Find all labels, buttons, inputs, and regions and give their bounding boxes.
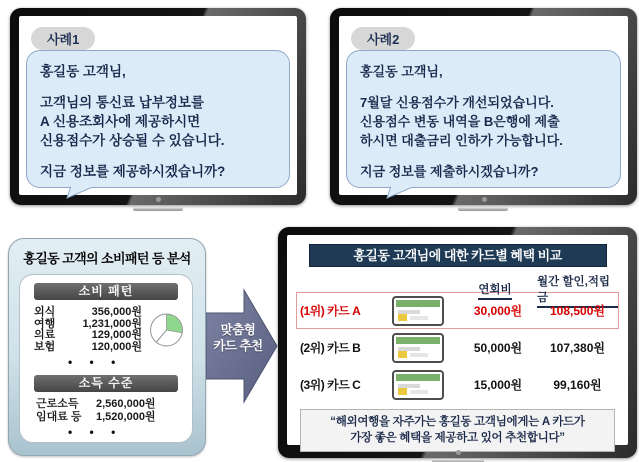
comparison-row-card-b — [296, 329, 619, 366]
power-led-icon — [482, 197, 487, 202]
credit-card-icon — [392, 370, 444, 400]
spend-value: 120,000원 — [91, 340, 142, 353]
note-line2: 가장 좋은 혜택을 제공하고 있어 추천합니다” — [350, 432, 565, 444]
column-header-fee: 연회비 — [478, 281, 511, 300]
analysis-panel — [8, 238, 206, 456]
spend-label: 의료 — [34, 329, 56, 341]
monitor-case1 — [10, 8, 306, 205]
case1-badge: 사례1 — [31, 27, 95, 50]
bubble-tail-icon — [65, 186, 99, 199]
spend-label: 외식 — [34, 306, 56, 318]
rank-label: (2위) — [300, 341, 325, 355]
card-rank-name — [300, 339, 392, 356]
case2-screen — [339, 16, 628, 195]
analysis-panel-title: 홍길동 고객의 소비패턴 등 분석 — [23, 251, 191, 266]
spend-row — [34, 342, 142, 354]
spend-section-header: 소비 패턴 — [34, 283, 178, 300]
recommendation-note — [300, 409, 615, 452]
note-line1: “해외여행을 자주가는 홍길동 고객님에게는 A 카드가 — [330, 416, 585, 428]
case1-greeting: 홍길동 고객님, — [40, 64, 126, 79]
card-name: 카드 C — [327, 378, 361, 392]
case2-badge: 사례2 — [351, 27, 415, 50]
fee-value: 50,000원 — [473, 341, 523, 355]
spend-row — [34, 307, 142, 319]
card-rank-name — [300, 376, 392, 393]
arrow-label-line1: 맞춤형 — [220, 323, 256, 337]
credit-card-icon — [392, 296, 444, 326]
case1-body-line: 신용점수가 상승될 수 있습니다. — [40, 133, 225, 148]
case2-question: 지금 정보를 제출하시겠습니까? — [360, 164, 539, 179]
case2-body-line: 하시면 대출금리 인하가 가능합니다. — [360, 133, 563, 148]
benefit-value: 99,160원 — [553, 378, 602, 392]
power-led-icon — [456, 450, 461, 455]
card-name: 카드 A — [327, 304, 361, 318]
credit-card-icon — [392, 333, 444, 363]
arrow-label — [206, 322, 270, 354]
case1-body-line: 고객님의 통신료 납부정보를 — [40, 95, 204, 110]
case2-body-line: 7월달 신용점수가 개선되었습니다. — [360, 95, 554, 110]
power-led-icon — [156, 197, 161, 202]
recommendation-arrow — [206, 288, 278, 404]
monitor-comparison — [278, 227, 637, 458]
card-name: 카드 B — [327, 341, 361, 355]
income-ellipsis: • • • — [68, 425, 123, 439]
spend-ellipsis: • • • — [68, 355, 123, 369]
income-label: 근로소득 — [36, 398, 79, 410]
income-value: 1,520,000원 — [96, 410, 156, 423]
monitor-stand — [458, 207, 508, 211]
rank-label: (1위) — [300, 304, 325, 318]
spend-value: 1,231,000원 — [82, 317, 142, 330]
fee-value: 15,000원 — [473, 378, 523, 392]
spend-label: 보험 — [34, 340, 56, 353]
spend-row — [34, 330, 142, 342]
spend-label: 여행 — [34, 317, 56, 330]
card-rank-name — [300, 302, 392, 319]
case1-speech-bubble — [26, 50, 290, 188]
case2-greeting: 홍길동 고객님, — [360, 64, 443, 79]
monitor-stand — [133, 207, 183, 211]
case2-body-line: 신용점수 변동 내역을 B은행에 제출 — [360, 114, 560, 129]
comparison-header-row — [297, 273, 618, 304]
case2-speech-bubble — [346, 50, 621, 188]
comparison-title: 홍길동 고객님에 대한 카드별 혜택 비교 — [309, 244, 607, 267]
income-label: 임대료 등 — [36, 410, 82, 423]
spend-value: 129,000원 — [91, 329, 142, 341]
income-section-header: 소득 수준 — [34, 375, 178, 392]
arrow-label-line2: 카드 추천 — [213, 339, 263, 353]
case1-screen — [19, 16, 297, 195]
case1-question: 지금 정보를 제공하시겠습니까? — [40, 164, 226, 179]
bubble-tail-icon — [385, 186, 419, 199]
fee-value: 30,000원 — [473, 304, 523, 318]
comparison-screen — [287, 235, 628, 445]
rank-label: (3위) — [300, 378, 325, 392]
pie-chart — [147, 309, 186, 351]
case1-body-line: A 신용조회사에 제공하시면 — [40, 114, 201, 129]
comparison-row-card-c — [296, 366, 619, 403]
income-row — [36, 398, 192, 411]
income-row — [36, 411, 192, 424]
benefit-value: 107,380원 — [550, 341, 605, 355]
income-value: 2,560,000원 — [96, 398, 156, 410]
benefit-value: 108,500원 — [550, 304, 605, 318]
spend-value: 356,000원 — [91, 306, 142, 318]
monitor-case2 — [330, 8, 637, 205]
column-header-benefit: 월간 할인,적립금 — [537, 273, 618, 308]
analysis-card — [19, 274, 193, 443]
